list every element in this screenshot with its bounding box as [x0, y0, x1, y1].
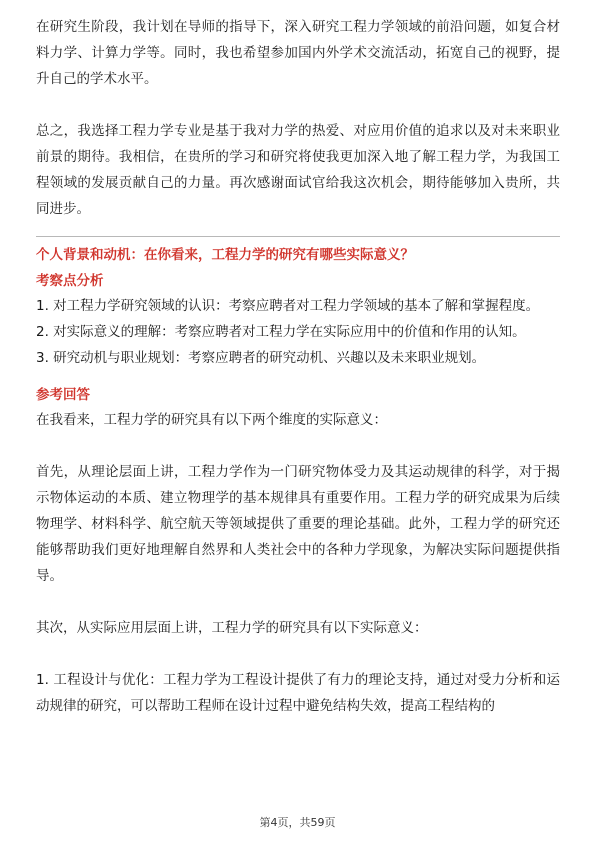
spacer	[36, 589, 560, 615]
spacer	[36, 433, 560, 459]
answer-paragraph-1: 首先，从理论层面上讲，工程力学作为一门研究物体受力及其运动规律的科学，对于揭示物体运动的本质、建立物理学的基本规律具有重要作用。工程力学的研究成果为后续物理学、材料科学、航空航天等领域提供了重要的理论基础。此外，工程力学的研究还能够帮助我们更好地理解自然界和人类社会中的各种力学现象，为解决实际问题提供指导。	[36, 464, 560, 584]
intro-paragraph-1: 在研究生阶段，我计划在导师的指导下，深入研究工程力学领域的前沿问题，如复合材料力学、计算力学等。同时，我也希望参加国内外学术交流活动，拓宽自己的视野，提升自己的学术水平。	[36, 19, 560, 87]
spacer	[36, 371, 560, 381]
answer-paragraph-3: 1. 工程设计与优化：工程力学为工程设计提供了有力的理论支持，通过对受力分析和运动规律的研究，可以帮助工程师在设计过程中避免结构失效，提高工程结构的	[36, 672, 560, 714]
answer-intro: 在我看来，工程力学的研究具有以下两个维度的实际意义：	[36, 412, 387, 428]
analysis-item-2: 2. 对实际意义的理解：考察应聘者对工程力学在实际应用中的价值和作用的认知。	[36, 324, 526, 340]
analysis-item-3: 3. 研究动机与职业规划：考察应聘者的研究动机、兴趣以及未来职业规划。	[36, 350, 486, 366]
intro-paragraph-2: 总之，我选择工程力学专业是基于我对力学的热爱、对应用价值的追求以及对未来职业前景的期待。我相信，在贵所的学习和研究将使我更加深入地了解工程力学，为我国工程领域的发展贡献自己的力量。再次感谢面试官给我这次机会，期待能够加入贵所，共同进步。	[36, 123, 560, 217]
document-page	[36, 14, 560, 719]
section-divider	[36, 236, 560, 237]
answer-heading: 参考回答	[36, 387, 90, 403]
answer-paragraph-2: 其次，从实际应用层面上讲，工程力学的研究具有以下实际意义：	[36, 620, 428, 636]
analysis-heading: 考察点分析	[36, 273, 104, 289]
question-title: 个人背景和动机：在你看来，工程力学的研究有哪些实际意义？	[36, 247, 414, 263]
analysis-item-1: 1. 对工程力学研究领域的认识：考察应聘者对工程力学领域的基本了解和掌握程度。	[36, 298, 540, 314]
page-number: 第4页，共59页	[259, 816, 336, 829]
spacer	[36, 641, 560, 667]
spacer	[36, 92, 560, 118]
